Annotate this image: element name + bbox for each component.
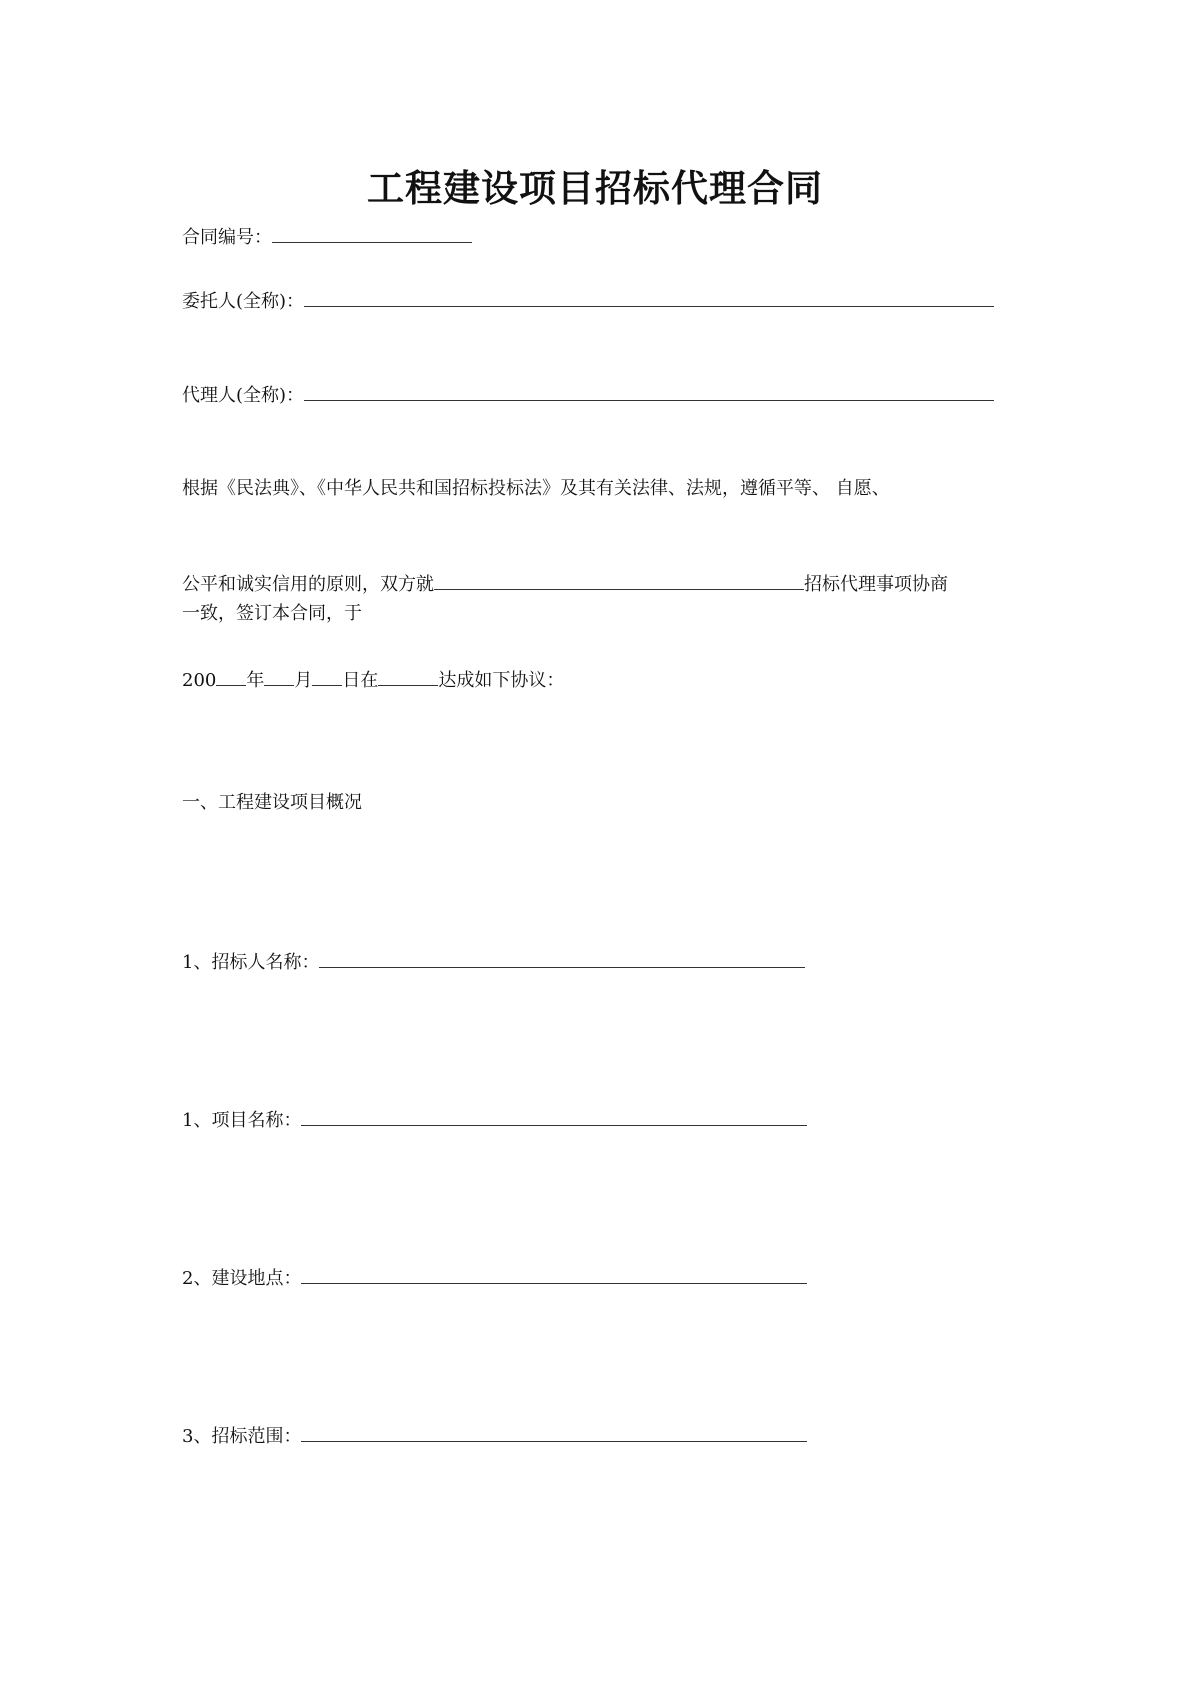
- item-label: 1、招标人名称：: [182, 952, 320, 973]
- item-label: 1、项目名称：: [182, 1110, 302, 1131]
- principal-row: [182, 288, 994, 314]
- section-1-heading: 一、工程建设项目概况: [182, 792, 362, 813]
- agent-blank[interactable]: [304, 382, 994, 401]
- date-row: [182, 667, 564, 693]
- document-title: 工程建设项目招标代理合同: [367, 166, 823, 210]
- place-blank[interactable]: [378, 667, 438, 686]
- contract-number-blank[interactable]: [272, 224, 472, 243]
- year-label: 年: [246, 670, 265, 691]
- item-row: [182, 1107, 807, 1133]
- item-blank[interactable]: [301, 1107, 807, 1126]
- contract-number-row: [182, 224, 472, 250]
- item-label: 2、建设地点：: [182, 1268, 302, 1289]
- item-label: 3、招标范围：: [182, 1426, 302, 1447]
- item-row: [182, 1265, 807, 1291]
- year-prefix: 200: [182, 670, 217, 691]
- agent-row: [182, 382, 994, 408]
- preamble-line-3: 一致，签订本合同，于: [182, 603, 362, 624]
- item-blank[interactable]: [301, 1423, 807, 1442]
- principal-blank[interactable]: [304, 288, 994, 307]
- item-row: [182, 949, 805, 975]
- item-blank[interactable]: [319, 949, 805, 968]
- month-label: 月: [294, 670, 313, 691]
- item-row: [182, 1423, 807, 1449]
- preamble-line-1: 根据《民法典》、《中华人民共和国招标投标法》及其有关法律、法规，遵循平等、 自愿、: [182, 478, 890, 499]
- matter-blank[interactable]: [434, 571, 804, 590]
- day-label: 日在: [342, 670, 379, 691]
- agreement-text: 达成如下协议：: [438, 670, 565, 691]
- preamble-text: 招标代理事项协商: [804, 574, 948, 595]
- agent-label: 代理人(全称)：: [182, 385, 305, 406]
- day-blank[interactable]: [312, 667, 342, 686]
- principal-label: 委托人(全称)：: [182, 291, 305, 312]
- month-blank[interactable]: [264, 667, 294, 686]
- preamble-line-2: [182, 571, 948, 597]
- item-blank[interactable]: [301, 1265, 807, 1284]
- preamble-text: 公平和诚实信用的原则，双方就: [182, 574, 434, 595]
- contract-number-label: 合同编号：: [182, 227, 272, 248]
- year-blank[interactable]: [216, 667, 246, 686]
